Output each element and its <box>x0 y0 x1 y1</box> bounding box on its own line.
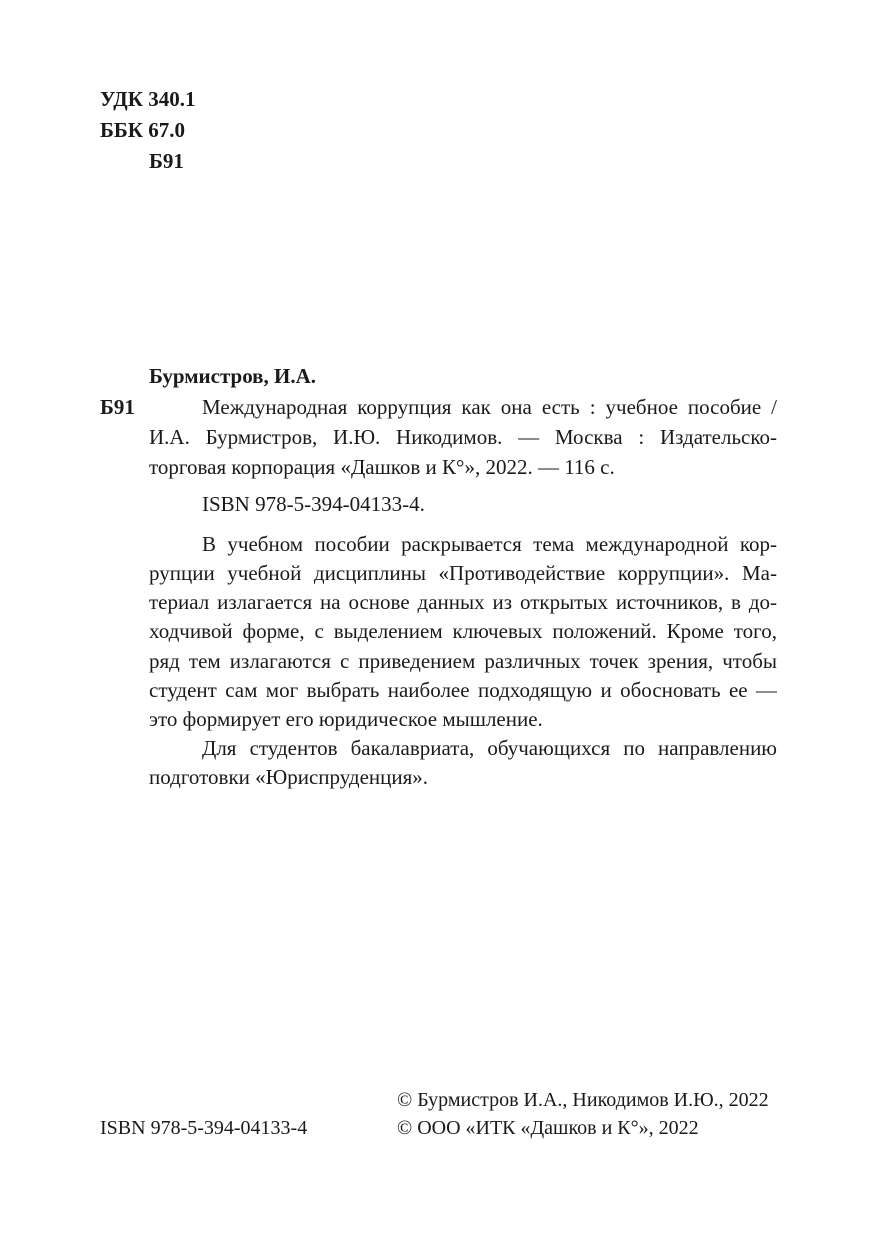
author-sign: Б91 <box>149 149 184 173</box>
imprint-line: торговая корпорация «Дашков и К°», 2022. — 116 с. <box>149 455 615 479</box>
imprint-line: И.А. Бурмистров, И.Ю. Никодимов. — Москва : Издательско- <box>149 425 777 449</box>
udk-code: УДК 340.1 <box>100 87 196 111</box>
author-sign-side: Б91 <box>100 395 135 419</box>
annotation-line: В учебном пособии раскрывается тема международной кор- <box>202 532 777 556</box>
author-heading: Бурмистров, И.А. <box>149 364 317 388</box>
audience-line: подготовки «Юриспруденция». <box>149 765 429 789</box>
annotation-line: студент сам мог выбрать наиболее подходящую и обосновать ее — <box>149 678 777 702</box>
imprint-line <box>149 392 777 422</box>
annotation-line: ходчивой форме, с выделением ключевых положений. Кроме того, <box>149 619 777 643</box>
bbk-code: ББК 67.0 <box>100 118 185 142</box>
annotation-line: териал излагается на основе данных из открытых источников, в до- <box>149 590 777 614</box>
copyright-authors: © Бурмистров И.А., Никодимов И.Ю., 2022 <box>397 1089 769 1111</box>
isbn-record: ISBN 978-5-394-04133-4. <box>202 492 425 516</box>
isbn-footer: ISBN 978-5-394-04133-4 <box>100 1117 308 1139</box>
imprint-line-text: Международная коррупция как она есть : учебное пособие / <box>202 395 777 419</box>
annotation-line: это формирует его юридическое мышление. <box>149 707 543 731</box>
annotation-line: рупции учебной дисциплины «Противодействие коррупции». Ма- <box>149 561 777 585</box>
annotation-line: ряд тем излагаются с приведением различных точек зрения, чтобы <box>149 649 777 673</box>
audience-line: Для студентов бакалавриата, обучающихся по направлению <box>202 736 777 760</box>
copyright-publisher: © ООО «ИТК «Дашков и К°», 2022 <box>397 1117 699 1139</box>
